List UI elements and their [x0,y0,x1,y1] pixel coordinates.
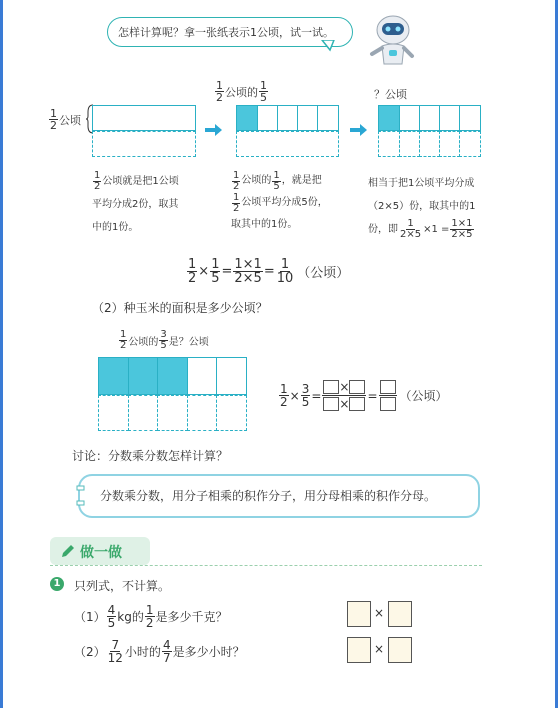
blank-fraction-result [379,380,397,411]
grid-cell [257,105,278,131]
blank-box[interactable] [380,380,396,394]
caption-3-line-1: 相当于把1公顷平均分成 [368,178,475,189]
grid-cell-dashed [157,395,188,431]
fraction-half: $\frac{1}{2}$ [120,329,127,351]
unit-label: （公顷） [399,389,448,403]
blank-box[interactable] [380,397,396,411]
times-sign: × [339,380,350,394]
grid-cell [216,357,247,395]
fraction-half: $\frac{1}{2}$ [233,169,240,192]
fraction-half: $\frac{1}{2}$ [216,79,223,104]
times-sign: × [374,606,385,620]
caption-2 [231,170,361,236]
equals-sign: = [367,388,378,403]
fraction-half: $\frac{1}{2}$ [50,107,57,132]
bubble-tail-icon [320,40,340,52]
grid-cell [277,105,298,131]
q1-unit: kg的 [117,610,144,624]
caption-2-d: 取其中的1份。 [231,219,298,230]
fraction-half: $\frac{1}{2}$ [145,603,154,630]
grid-cell-dashed [399,131,420,157]
grid-cell [297,105,318,131]
unit-label: （公顷） [297,266,350,281]
grid-cell-dashed [128,395,158,431]
half-rect [92,105,196,131]
grid-cell-filled [157,357,188,395]
arrow-right-icon [350,124,368,136]
half-rect-dashed [92,131,196,157]
grid-cell-dashed [459,131,481,157]
caption-3-line-3: 份，即 [368,224,398,235]
q1-tail: 是多少千克？ [155,610,228,624]
grid-cell-dashed [216,395,247,431]
conclusion-box [78,474,480,518]
fraction-half: $\frac{1}{2}$ [94,170,101,192]
q2-label-b: 是？公顷 [168,337,209,348]
fraction-1x1-over-2x5: $\frac{1\times 1}{2\times 5}$ [234,257,262,286]
times-sign: × [289,388,300,403]
grid-cell-dashed [439,131,460,157]
conclusion-text: 分数乘分数，用分子相乘的积作分子，用分母相乘的积作分母。 [100,489,437,503]
q1-prefix: （1） [74,610,106,624]
grid-cell-filled [236,105,258,131]
mid-top-text: 公顷的 [225,85,258,99]
q2-tail: 是多少小时？ [172,645,245,659]
practice-question-2 [74,639,245,664]
fraction-four-sevenths: $\frac{4}{7}$ [162,638,171,665]
caption-2-c: 公顷平均分成5份， [241,197,328,208]
equals-sign: = [221,264,233,279]
times-sign: × [339,397,350,411]
grid-cell [419,105,440,131]
times-sign: × [374,642,385,656]
fraction-seven-twelfths: $\frac{7}{12}$ [107,638,123,665]
grid-cell [187,357,217,395]
equation-2 [278,380,448,411]
grid-cell-dashed [98,395,129,431]
grid-cell-dashed [378,131,400,157]
grid-cell-dashed [187,395,217,431]
fraction-half: $\frac{1}{2}$ [280,382,288,409]
discussion-label: 讨论：分数乘分数怎样计算？ [72,449,229,463]
grid-cell [317,105,339,131]
fraction-tenth: $\frac{1}{10}$ [276,257,294,286]
blank-box[interactable] [349,397,365,411]
question-2: （2）种玉米的面积是多少公顷？ [92,301,268,315]
blank-fraction-product [322,380,366,411]
exercise-number-badge: 1 [50,577,64,591]
question-2-top-label [118,330,209,351]
equals-sign: = [263,264,275,279]
caption-1-line-1: 公顷就是把1公顷 [102,176,179,187]
grid-cell-filled [128,357,158,395]
page-frame-left [0,0,3,708]
answer-box[interactable] [388,601,412,627]
half-hectare-label [48,108,81,131]
arrow-right-icon [205,124,223,136]
grid-cell [399,105,420,131]
fraction-fifth: $\frac{1}{5}$ [273,169,280,192]
speech-bubble-text: 怎样计算呢？拿一张纸表示1公顷，试一试。 [118,26,334,39]
grid-cell [459,105,481,131]
dashed-area [236,131,339,157]
mid-top-label [214,80,269,103]
speech-bubble [107,17,353,47]
pencil-icon [60,543,76,559]
caption-1-line-2: 平均分成2份，取其 [92,199,179,210]
equation-1 [186,258,349,285]
unit-label: 公顷 [59,113,81,127]
caption-3-line-2: （2×5）份，取其中的1 [368,201,476,212]
blank-box[interactable] [349,380,365,394]
grid-cell-filled [98,357,129,395]
caption-2-a: 公顷的 [241,175,272,186]
answer-box[interactable] [347,601,371,627]
right-top-label: ？公顷 [374,88,407,101]
fraction-three-fifths: $\frac{3}{5}$ [160,329,167,351]
equals-sign: = [311,388,322,403]
fraction-1x1-over-2x5: $\frac{1\times 1}{2\times 5}$ [451,218,473,240]
times-sign: × [198,264,210,279]
q2-prefix: （2） [74,645,106,659]
caption-3-tail: ×1 = [423,224,450,235]
caption-1 [92,170,212,239]
grid-cell-dashed [419,131,440,157]
fraction-fifth: $\frac{1}{5}$ [211,257,220,286]
practice-tab-label: 做一做 [80,545,122,561]
fraction-half: $\frac{1}{2}$ [233,191,240,214]
fraction-three-fifths: $\frac{3}{5}$ [301,382,310,409]
grid-cell [439,105,460,131]
robot-icon [368,10,418,68]
binder-clip-icon [76,484,86,508]
caption-2-b: ，就是把 [281,175,322,186]
fraction-fifth: $\frac{1}{5}$ [260,79,267,104]
answer-box[interactable] [347,637,371,663]
fraction-half: $\frac{1}{2}$ [188,257,197,286]
caption-3 [368,172,508,241]
practice-tab [50,537,150,565]
answer-box[interactable] [388,637,412,663]
exercise-instruction: 只列式，不计算。 [74,579,171,593]
tab-divider [50,565,482,566]
caption-1-line-3: 中的1份。 [92,222,139,233]
grid-cell-filled [378,105,400,131]
fraction-four-fifths: $\frac{4}{5}$ [107,603,116,630]
blank-box[interactable] [323,380,339,394]
blank-box[interactable] [323,397,339,411]
q2-label-a: 公顷的 [128,337,159,348]
practice-question-1 [74,604,228,629]
fraction-one-over-2x5: $\frac{1}{2\times 5}$ [400,218,422,240]
q2-unit: 小时的 [124,645,161,659]
